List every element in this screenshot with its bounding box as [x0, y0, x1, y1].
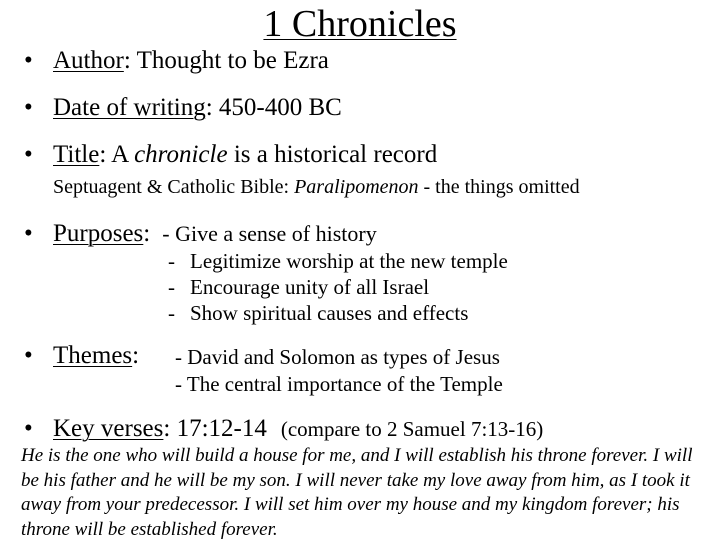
bullet-icon: • — [24, 94, 33, 121]
themes-colon: : — [132, 342, 140, 369]
purposes-item — [24, 219, 377, 249]
themes-item — [24, 341, 139, 371]
key-verses-compare: (compare to 2 Samuel 7:13-16) — [280, 417, 544, 441]
author-item — [24, 46, 329, 76]
title-pre: : A — [99, 141, 135, 168]
author-value: : Thought to be Ezra — [123, 47, 329, 74]
title-note — [53, 174, 580, 200]
dash-icon: - — [168, 249, 175, 273]
purposes-list-item — [168, 300, 468, 326]
bullet-icon: • — [24, 415, 33, 442]
date-value: : 450-400 BC — [205, 94, 342, 121]
purposes-text: Encourage unity of all Israel — [190, 275, 430, 299]
purposes-text: Legitimize worship at the new temple — [190, 249, 508, 273]
bullet-icon: • — [24, 220, 33, 247]
themes-label: Themes — [53, 342, 133, 369]
key-verses-value: : 17:12-14 — [163, 415, 267, 442]
bullet-icon: • — [24, 342, 33, 369]
purposes-list-item — [168, 248, 508, 274]
themes-list-item: - David and Solomon as types of Jesus — [175, 345, 500, 369]
purposes-first: - Give a sense of history — [162, 221, 377, 246]
title-emph: chronicle — [134, 141, 228, 168]
title-note-post: - the things omitted — [418, 176, 580, 198]
author-label: Author — [53, 47, 124, 74]
title-note-pre: Septuagent & Catholic Bible: — [53, 176, 295, 198]
title-label: Title — [53, 141, 100, 168]
key-verses-item — [24, 414, 543, 444]
title-post: is a historical record — [227, 141, 438, 168]
purposes-list-item — [168, 274, 429, 300]
themes-list-item: - The central importance of the Temple — [175, 372, 503, 396]
page-title: 1 Chronicles — [263, 3, 457, 45]
title-item — [24, 140, 437, 170]
purposes-text: Show spiritual causes and effects — [190, 301, 469, 325]
purposes-colon: : — [143, 220, 151, 247]
purposes-label: Purposes — [53, 220, 144, 247]
title-note-emph: Paralipomenon — [294, 176, 419, 198]
key-verse-quote: He is the one who will build a house for me, and I will establish his throne forever. I will be his father and he will be my son. I will never take my love away from him, as I took it away from your predecessor. I will set him over my house and my kingdom forever; his throne will be established forever. — [21, 445, 693, 540]
date-label: Date of writing — [53, 94, 206, 121]
date-item — [24, 93, 342, 123]
bullet-icon: • — [24, 47, 33, 74]
dash-icon: - — [168, 275, 175, 299]
bullet-icon: • — [24, 141, 33, 168]
dash-icon: - — [168, 301, 175, 325]
key-verses-label: Key verses — [53, 415, 164, 442]
